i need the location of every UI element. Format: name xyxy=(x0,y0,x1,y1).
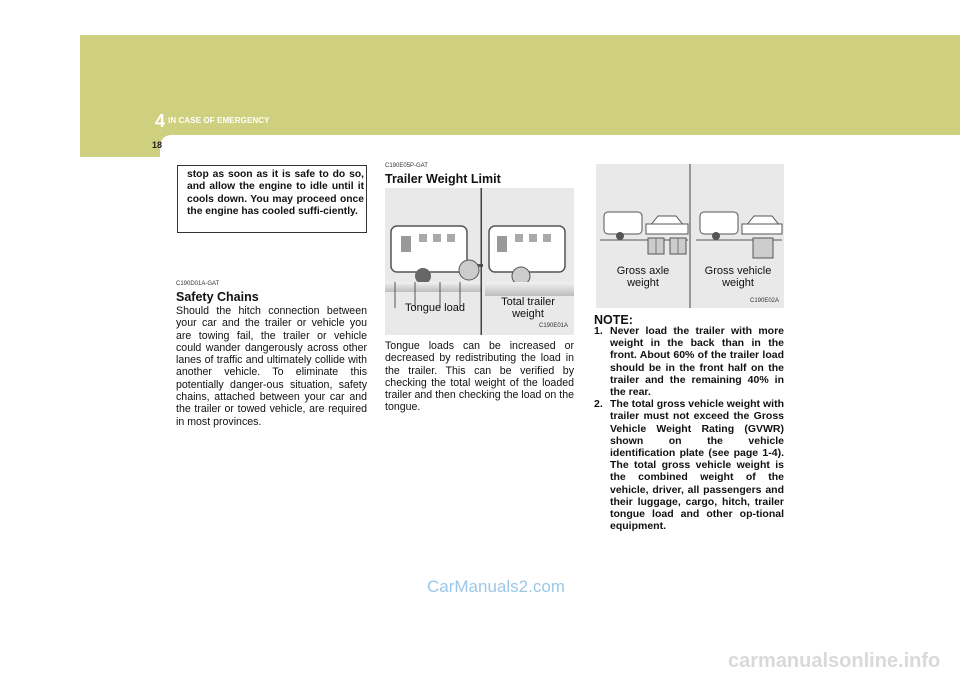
page-number: 18 xyxy=(152,140,163,150)
section-body: Tongue loads can be increased or decreased by redistributing the load in the trailer. This can be verified by checking the total weight of the loaded trailer and then checking the load on the tongue. xyxy=(385,340,574,414)
figure-divider xyxy=(481,188,482,335)
chapter-title: IN CASE OF EMERGENCY xyxy=(168,116,270,125)
chapter-number: 4 xyxy=(155,111,166,131)
section-title: Safety Chains xyxy=(176,290,259,304)
section-title: Trailer Weight Limit xyxy=(385,172,501,186)
figure-code: C190E02A xyxy=(750,298,780,304)
gross-vehicle-weight-caption-line2: weight xyxy=(722,277,754,289)
gross-axle-weight-caption-line1: Gross axle xyxy=(616,265,670,277)
note-title: NOTE: xyxy=(594,313,633,327)
figure-code: C190E01A xyxy=(539,323,569,329)
section-code: C190E05P-GAT xyxy=(385,163,428,169)
warning-text: stop as soon as it is safe to do so, and allow the engine to idle until it cools down. You may proceed once the engine has cooled suffi-ciently. xyxy=(187,169,364,218)
gross-axle-weight-caption-line2: weight xyxy=(627,277,659,289)
note-item xyxy=(594,398,784,532)
note-text: Never load the trailer with more weight in the back than in the front. About 60% of the trailer load should be in the front half on the trailer and the remaining 40% in the rear. xyxy=(610,325,784,399)
note-number: 2. xyxy=(594,398,603,411)
header-page-tab xyxy=(160,135,960,157)
note-item xyxy=(594,325,784,398)
watermark-link[interactable]: carmanualsonline.info xyxy=(728,650,941,672)
note-list xyxy=(594,325,784,532)
watermark-link[interactable]: CarManuals2.com xyxy=(427,577,565,596)
note-text: The total gross vehicle weight with trailer must not exceed the Gross Vehicle Weight Rating (GVWR) shown on the vehicle identification plate (see page 1-4). The total gross vehicle weight is the combined weight of the vehicle, driver, all passengers and their luggage, cargo, hitch, trailer tongue load and other op-tional equipment. xyxy=(610,398,784,533)
section-body: Should the hitch connection between your car and the trailer or vehicle you are towing fail, the trailer or vehicle could wander dangerously across other lanes of traffic and ultimately collide with another vehicle. To eliminate this potentially danger-ous situation, safety chains, attached between your car and the trailer or towed vehicle, are required in most provinces. xyxy=(176,305,367,428)
total-trailer-weight-caption-line1: Total trailer xyxy=(501,296,555,308)
section-code: C190D01A-GAT xyxy=(176,281,220,287)
note-number: 1. xyxy=(594,325,603,337)
total-trailer-weight-caption-line2: weight xyxy=(512,308,544,320)
tongue-load-caption: Tongue load xyxy=(405,302,465,314)
gross-vehicle-weight-caption-line1: Gross vehicle xyxy=(704,265,772,277)
